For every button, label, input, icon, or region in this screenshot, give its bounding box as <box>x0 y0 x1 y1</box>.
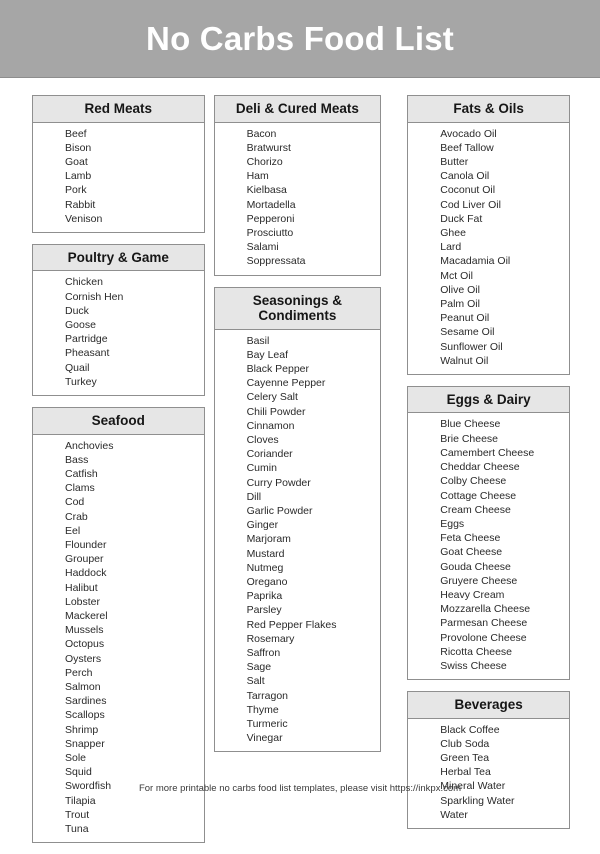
food-item: Bay Leaf <box>246 348 289 361</box>
food-item: Celery Salt <box>246 391 298 404</box>
food-item: Provolone Cheese <box>440 631 527 644</box>
food-item: Lamb <box>65 170 92 183</box>
category-title-beverages: Beverages <box>408 692 569 719</box>
food-item: Black Coffee <box>440 723 500 736</box>
food-item: Swordfish <box>65 780 112 793</box>
food-item: Camembert Cheese <box>440 446 535 459</box>
category-title-red-meats: Red Meats <box>33 96 204 123</box>
food-item: Partridge <box>65 333 108 346</box>
food-item: Rabbit <box>65 198 96 211</box>
category-card-poultry-and-game <box>32 244 205 396</box>
food-item: Bacon <box>246 127 277 140</box>
food-item: Flounder <box>65 539 107 552</box>
category-card-deli-and-cured-meats <box>214 95 382 276</box>
food-item: Mackerel <box>65 610 108 623</box>
food-item: Sage <box>246 661 272 674</box>
food-item: Paprika <box>246 590 283 603</box>
food-item: Mussels <box>65 624 104 637</box>
food-item: Turmeric <box>246 718 288 731</box>
food-item: Chorizo <box>246 155 283 168</box>
food-item: Halibut <box>65 581 98 594</box>
food-item: Octopus <box>65 638 105 651</box>
food-item: Parsley <box>246 604 282 617</box>
food-item: Ham <box>246 170 269 183</box>
category-title-eggs-and-dairy: Eggs & Dairy <box>408 387 569 414</box>
food-item: Mozzarella Cheese <box>440 603 531 616</box>
food-item: Cod <box>65 496 85 509</box>
food-item: Parmesan Cheese <box>440 617 528 630</box>
food-item: Goat <box>65 155 88 168</box>
food-item: Saffron <box>246 647 281 660</box>
food-item: Cheddar Cheese <box>440 461 520 474</box>
category-card-seafood <box>32 407 205 843</box>
column-left <box>32 95 205 854</box>
food-item: Venison <box>65 212 103 225</box>
food-item: Swiss Cheese <box>440 659 507 672</box>
food-item: Sardines <box>65 695 107 708</box>
food-item: Bass <box>65 453 89 466</box>
food-item: Club Soda <box>440 737 490 750</box>
food-item: Bratwurst <box>246 141 291 154</box>
food-item: Vinegar <box>246 732 283 745</box>
food-item: Red Pepper Flakes <box>246 618 337 631</box>
category-title-fats-and-oils: Fats & Oils <box>408 96 569 123</box>
food-item: Scallops <box>65 709 105 722</box>
food-item: Eggs <box>440 517 465 530</box>
category-title-deli-and-cured-meats: Deli & Cured Meats <box>215 96 381 123</box>
food-item: Gruyere Cheese <box>440 574 518 587</box>
page-footer: For more printable no carbs food list templates, please visit https://inkpx.com <box>138 783 462 794</box>
food-item: Mortadella <box>246 198 296 211</box>
category-items-beverages <box>408 719 569 828</box>
food-item: Cornish Hen <box>65 290 124 303</box>
category-title-seasonings-and-condiments: Seasonings & Condiments <box>215 288 381 330</box>
food-item: Salmon <box>65 681 101 694</box>
food-item: Snapper <box>65 737 105 750</box>
food-item: Green Tea <box>440 752 490 765</box>
food-item: Soppressata <box>246 255 306 268</box>
food-item: Blue Cheese <box>440 418 501 431</box>
food-item: Grouper <box>65 553 104 566</box>
category-title-poultry-and-game: Poultry & Game <box>33 245 204 272</box>
food-item: Lard <box>440 241 462 254</box>
food-item: Oysters <box>65 652 102 665</box>
food-item: Cottage Cheese <box>440 489 517 502</box>
food-item: Herbal Tea <box>440 766 491 779</box>
food-item: Beef <box>65 127 87 140</box>
food-item: Ghee <box>440 226 466 239</box>
food-item: Pork <box>65 184 87 197</box>
food-item-list <box>414 127 563 368</box>
food-item: Gouda Cheese <box>440 560 511 573</box>
food-item: Goose <box>65 319 96 332</box>
food-item: Ginger <box>246 519 279 532</box>
food-item-list <box>414 723 563 822</box>
food-item: Prosciutto <box>246 226 294 239</box>
food-item: Mustard <box>246 547 285 560</box>
food-item: Water <box>440 808 468 821</box>
food-item: Trout <box>65 808 90 821</box>
food-item: Marjoram <box>246 533 291 546</box>
category-card-beverages <box>407 691 570 829</box>
food-item: Pepperoni <box>246 212 295 225</box>
page-title: No Carbs Food List <box>146 20 454 57</box>
food-item: Haddock <box>65 567 107 580</box>
food-item: Ricotta Cheese <box>440 645 513 658</box>
category-items-red-meats <box>33 123 204 232</box>
category-items-fats-and-oils <box>408 123 569 374</box>
food-item: Quail <box>65 361 90 374</box>
column-right <box>407 95 570 840</box>
food-item: Walnut Oil <box>440 354 489 367</box>
food-item: Cayenne Pepper <box>246 377 326 390</box>
food-item: Eel <box>65 524 81 537</box>
food-item: Beef Tallow <box>440 141 494 154</box>
food-item-list <box>221 334 375 746</box>
food-item: Goat Cheese <box>440 546 503 559</box>
category-items-eggs-and-dairy <box>408 413 569 679</box>
food-item-list <box>414 417 563 673</box>
food-item: Olive Oil <box>440 283 480 296</box>
food-item: Squid <box>65 766 92 779</box>
food-item: Mct Oil <box>440 269 473 282</box>
food-item: Turkey <box>65 375 97 388</box>
food-item: Avocado Oil <box>440 127 497 140</box>
food-item: Feta Cheese <box>440 532 501 545</box>
food-item: Garlic Powder <box>246 505 313 518</box>
food-item: Basil <box>246 334 270 347</box>
food-item-list <box>39 439 198 837</box>
column-middle <box>214 95 382 763</box>
food-item: Palm Oil <box>440 297 480 310</box>
food-item: Peanut Oil <box>440 312 490 325</box>
food-item: Lobster <box>65 595 101 608</box>
food-item: Crab <box>65 510 88 523</box>
category-items-seasonings-and-condiments <box>215 330 381 752</box>
category-columns <box>0 78 600 854</box>
food-item: Colby Cheese <box>440 475 507 488</box>
food-item: Sunflower Oil <box>440 340 503 353</box>
food-item: Sparkling Water <box>440 794 515 807</box>
page-header <box>0 0 600 78</box>
food-item: Thyme <box>246 703 279 716</box>
food-item: Tarragon <box>246 689 289 702</box>
food-item: Canola Oil <box>440 170 490 183</box>
food-item: Cream Cheese <box>440 503 511 516</box>
food-item: Tuna <box>65 823 89 836</box>
food-item-list <box>39 275 198 389</box>
food-item: Coriander <box>246 448 293 461</box>
category-card-seasonings-and-condiments <box>214 287 382 753</box>
food-item: Catfish <box>65 468 98 480</box>
category-card-eggs-and-dairy <box>407 386 570 680</box>
food-item: Cod Liver Oil <box>440 198 501 211</box>
food-item: Coconut Oil <box>440 184 496 197</box>
food-item: Curry Powder <box>246 476 311 489</box>
food-item: Cumin <box>246 462 277 475</box>
food-item: Cinnamon <box>246 419 295 432</box>
category-items-poultry-and-game <box>33 271 204 395</box>
category-title-seafood: Seafood <box>33 408 204 435</box>
category-items-deli-and-cured-meats <box>215 123 381 275</box>
food-item: Oregano <box>246 576 288 589</box>
food-item: Sesame Oil <box>440 326 495 339</box>
category-items-seafood <box>33 435 204 843</box>
food-item: Nutmeg <box>246 561 284 574</box>
food-item: Heavy Cream <box>440 588 505 601</box>
food-item: Perch <box>65 666 93 679</box>
food-item-list <box>221 127 375 269</box>
food-item: Clams <box>65 482 95 495</box>
food-item: Shrimp <box>65 723 99 736</box>
food-item: Salami <box>246 241 279 254</box>
category-card-fats-and-oils <box>407 95 570 375</box>
food-item: Macadamia Oil <box>440 255 511 268</box>
food-item: Anchovies <box>65 439 114 452</box>
category-card-red-meats <box>32 95 205 233</box>
food-item: Salt <box>246 675 265 688</box>
food-item: Butter <box>440 155 469 168</box>
food-item: Tilapia <box>65 794 96 807</box>
food-item: Pheasant <box>65 347 110 360</box>
food-item: Cloves <box>246 434 279 446</box>
food-item: Duck Fat <box>440 212 483 225</box>
food-item: Mineral Water <box>440 780 506 793</box>
food-item: Bison <box>65 141 92 154</box>
food-item: Kielbasa <box>246 184 287 197</box>
food-item: Duck <box>65 304 89 317</box>
food-item: Brie Cheese <box>440 432 499 445</box>
food-item: Chili Powder <box>246 405 306 418</box>
food-item-list <box>39 127 198 226</box>
food-item: Sole <box>65 752 87 765</box>
food-item: Dill <box>246 490 262 503</box>
food-item: Chicken <box>65 276 103 289</box>
food-item: Rosemary <box>246 632 295 645</box>
food-item: Black Pepper <box>246 362 310 375</box>
